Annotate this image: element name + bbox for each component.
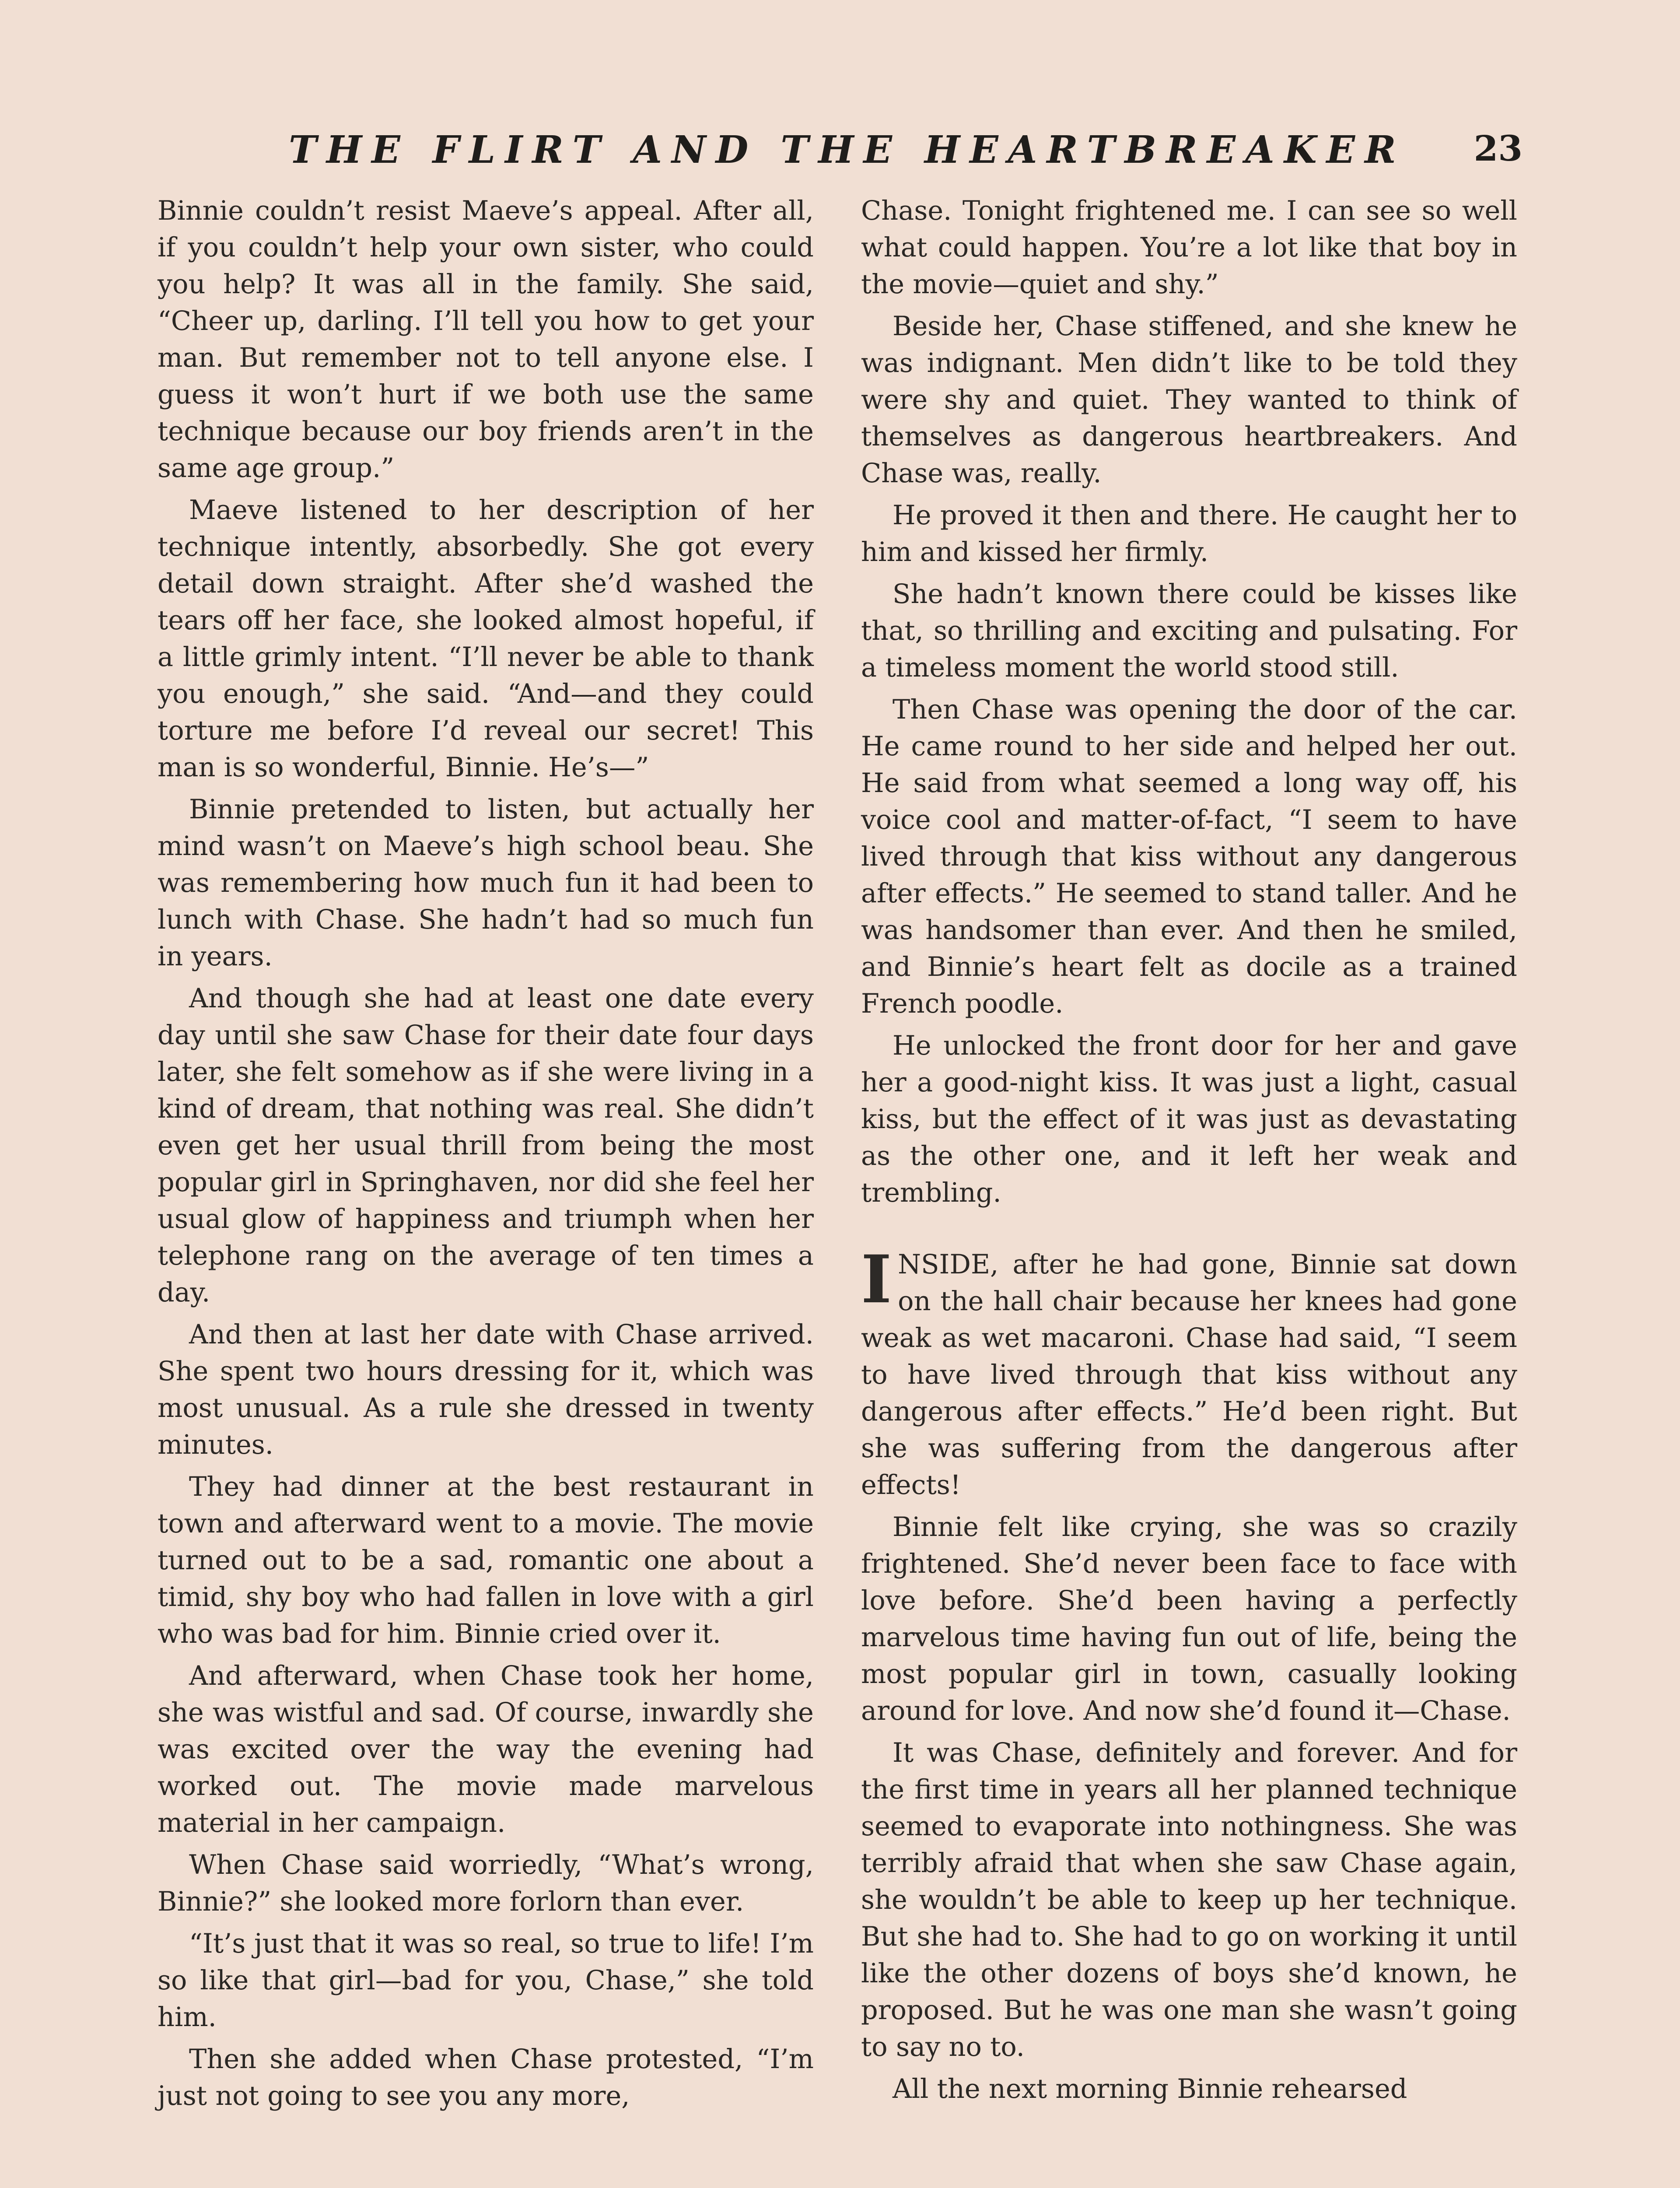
paragraph: Then Chase was opening the door of the car. He came round to her side and helped her out. He said from what seemed a long way off, his voice cool and matter-of-fact, “I seem to have lived through that kiss without any dangerous after effects.” He seemed to stand taller. And he was handsomer than ever. And then he smiled, and Binnie’s heart felt as docile as a trained French poodle. <box>861 694 1517 1019</box>
paragraph: He proved it then and there. He caught her to him and kissed her firmly. <box>861 500 1517 568</box>
section-break-paragraph <box>861 1241 1517 1504</box>
paragraph: Beside her, Chase stiffened, and she knew he was indignant. Men didn’t like to be told they were shy and quiet. They wanted to think of themselves as dangerous heartbreakers. And Chase was, really. <box>861 311 1517 489</box>
paragraph: She hadn’t known there could be kisses like that, so thrilling and exciting and pulsating. For a timeless moment the world stood still. <box>861 579 1517 683</box>
right-column <box>861 193 1517 2113</box>
paragraph: And afterward, when Chase took her home, she was wistful and sad. Of course, inwardly she was excited over the way the evening had worked out. The movie made marvelous material in her campaign. <box>158 1661 814 1838</box>
running-title: THE FLIRT AND THE HEARTBREAKER <box>289 128 1406 172</box>
paragraph-continuation: Chase. Tonight frightened me. I can see so well what could happen. You’re a lot like that boy in the movie—quiet and shy.” <box>861 196 1517 300</box>
paragraph: Then she added when Chase protested, “I’m just not going to see you any more, <box>158 2044 814 2111</box>
paragraph: And though she had at least one date every day until she saw Chase for their date four days later, she felt somehow as if she were living in a kind of dream, that nothing was real. She didn’t even get her usual thrill from being the most popular girl in Springhaven, nor did she feel her usual glow of happiness and triumph when her telephone rang on the average of ten times a day. <box>158 983 814 1308</box>
paragraph: Maeve listened to her description of her technique intently, absorbedly. She got every detail down straight. After she’d washed the tears off her face, she looked almost hopeful, if a little grimly intent. “I’ll never be able to thank you enough,” she said. “And—and they could torture me before I’d reveal our secret! This man is so wonderful, Binnie. He’s—” <box>158 495 814 783</box>
paragraph: And then at last her date with Chase arrived. She spent two hours dressing for it, which was most unusual. As a rule she dressed in twenty minutes. <box>158 1319 814 1460</box>
paragraph: When Chase said worriedly, “What’s wrong, Binnie?” she looked more forlorn than ever. <box>158 1850 814 1917</box>
paragraph: It was Chase, definitely and forever. And for the first time in years all her planned technique seemed to evaporate into nothingness. She was terribly afraid that when she saw Chase again, she wouldn’t be able to keep up her technique. But she had to. She had to go on working it until like the other dozens of boys she’d known, he proposed. But he was one man she wasn’t going to say no to. <box>861 1738 1517 2062</box>
page-number: 23 <box>1474 128 1522 169</box>
paragraph: Binnie pretended to listen, but actually her mind wasn’t on Maeve’s high school beau. She was remembering how much fun it had been to lunch with Chase. She hadn’t had so much fun in years. <box>158 794 814 972</box>
page-header <box>289 128 1522 185</box>
paragraph: All the next morning Binnie rehearsed <box>892 2074 1407 2104</box>
left-column <box>158 193 814 2120</box>
paragraph: “It’s just that it was so real, so true to life! I’m so like that girl—bad for you, Chase,” she told him. <box>158 1929 814 2033</box>
drop-cap: I <box>861 1241 892 1318</box>
paragraph: Binnie felt like crying, she was so crazily frightened. She’d never been face to face with love before. She’d been having a perfectly marvelous time having fun out of life, being the most popular girl in town, casually looking around for love. And now she’d found it—Chase. <box>861 1512 1517 1726</box>
paragraph: Binnie couldn’t resist Maeve’s appeal. After all, if you couldn’t help your own sister, who could you help? It was all in the family. She said, “Cheer up, darling. I’ll tell you how to get your man. But remember not to tell anyone else. I guess it won’t hurt if we both use the same technique because our boy friends aren’t in the same age group.” <box>158 196 814 484</box>
paragraph: They had dinner at the best restaurant in town and afterward went to a movie. The movie turned out to be a sad, romantic one about a timid, shy boy who had fallen in love with a girl who was bad for him. Binnie cried over it. <box>158 1472 814 1649</box>
section-break-text: NSIDE, after he had gone, Binnie sat down on the hall chair because her knees had gone weak as wet macaroni. Chase had said, “I seem to have lived through that kiss without any dangerous after effects.” He’d been right. But she was suffering from the dangerous after effects! <box>861 1249 1517 1501</box>
paragraph: He unlocked the front door for her and gave her a good-night kiss. It was just a light, casual kiss, but the effect of it was just as devastating as the other one, and it left her weak and trembling. <box>861 1031 1517 1208</box>
